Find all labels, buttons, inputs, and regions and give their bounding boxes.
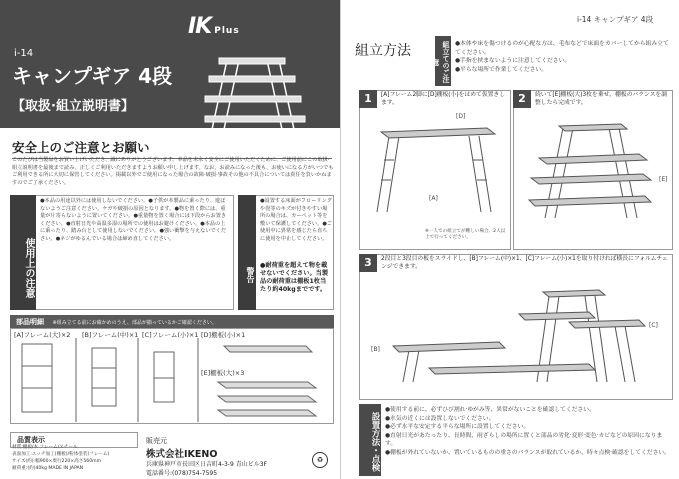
step-3-number: 3	[359, 254, 377, 272]
install-note: ●使用する前に、必ずひび割れ·ゆがみ等、異常がないことを確認してください。	[385, 407, 595, 413]
step-2-number: 2	[513, 90, 531, 108]
step-1-drawing	[371, 120, 501, 220]
step-1-note: ※一人での組立てが難しい場合、2人以上で行ってください。	[425, 229, 506, 240]
seller-tel: 電話番号:(078)754-7595	[146, 470, 218, 477]
install-note: ●直射日光があたったり、長時間、雨ざらしの場所に置くと部品の劣化·変形·変色·カビなどの原因になります。	[385, 432, 663, 447]
part-c-label: [C]フレーム(小)×1	[142, 331, 199, 339]
spec-list	[12, 444, 138, 472]
right-page	[340, 0, 679, 479]
install-note: ●必ず水平な安定する平らな場所に設置してください。	[385, 424, 530, 430]
usage-caution-label: 使用上の注意	[10, 195, 36, 310]
install-notes	[385, 406, 673, 457]
install-note: ●棚板が外れていないか、置いているものの重さのバランスが取れているか、時々点検·確認をしてください。	[385, 449, 670, 456]
spec-line: 耐荷重:(約)40kg MADE IN JAPAN	[12, 466, 84, 471]
assembly-note: ●平らな場所で作業してください。	[455, 66, 548, 73]
warning-label: 警告	[238, 195, 256, 310]
part-e-label: [E]棚板(大)×3	[201, 369, 245, 377]
step-1-number: 1	[359, 90, 377, 108]
warning-text: ●設置する床面がフローリングや畳等のキズが付きやすい場所の場合は、カーペット等を敷いて保護してください。●ご使用中に異常を感じたら直ちに使用を中止してください。	[260, 198, 332, 242]
step-3-label-c: [C]	[649, 322, 658, 329]
model-number: i-14	[14, 48, 34, 59]
install-label: 設置方法・点検	[359, 404, 381, 476]
seller-label: 販売元	[146, 437, 167, 445]
step-3-text: 2段目と3段目の板をスライドし、[B]フレーム(中)×1、[C]フレーム(小)×1を取り付ければ横長にフォルムチェンジできます。	[381, 256, 668, 270]
product-title: キャンプギア 4段	[12, 64, 173, 88]
part-d-label: [D]棚板(小)×1	[201, 331, 246, 339]
step-1-label-a: [A]	[429, 195, 438, 202]
step-3-label-b: [B]	[371, 346, 380, 353]
spec-line: サイズ(約):幅900×奥行220×高さ560mm	[12, 459, 102, 464]
assembly-note: ●手指を挟まないように注意してください。	[455, 58, 571, 64]
parts-heading: 部品明細 ※組み立てる前にお確かめのうえ、部品が揃っているかご確認ください。	[10, 315, 334, 329]
recycle-icon: ♻	[312, 452, 328, 468]
spec-line: 材質:棚板/木 フレーム/スチール	[12, 445, 78, 450]
step-1-text: [A]フレーム2脚に[D]棚板(小)をはめて仮置きします。	[381, 92, 506, 106]
brand-logo: IK Plus	[188, 14, 240, 39]
spec-line: 表面加工:エッチ加工(棚板)/粉体塗装(フレーム)	[12, 452, 110, 457]
safety-intro: このたびは当製品をお買い上げいただき、誠にありがとうございます。本品を末永く安全にご使用いただくために、ご使用前にこの取扱·組立説明書を最後まで読み、正しくご利用いただきますようお願い申し上げます。なお、お読みになった後も、お使いになる方がいつでもご利用できる所に大切に保管してください。掲載以外でご使用になった場合の故障·破損·事故その他の不具合については責任を負いかねますのでご了承ください。	[12, 157, 334, 186]
load-limit-text: ●耐荷重を超えて物を載せないでください。当製品の耐荷重は棚板1枚当たり約40kgまでです。	[260, 262, 329, 293]
spec-heading: 品質表示	[10, 432, 138, 448]
step-2-label-e: [E]	[659, 176, 668, 183]
assembly-heading: 組立方法	[355, 43, 411, 59]
seller-name: 株式会社IKENO	[146, 449, 218, 460]
page-header: i-14 キャンプギア 4段	[577, 15, 654, 24]
safety-heading: 安全上のご注意とお願い	[12, 138, 332, 159]
step-1-label-d: [D]	[456, 113, 466, 120]
install-note: ●水気の近くには設置しないでください。	[385, 415, 495, 422]
part-a-label: [A]フレーム(大)×2	[14, 331, 71, 339]
shelf-illustration	[205, 52, 325, 152]
step-2-text: 続いて[E]棚板(大)3枚を乗せ、棚板のバランスを調整したら完成です。	[535, 92, 667, 106]
assembly-note: ●本体や床を傷つけるのが心配な方は、毛布などで床面をカバーしてから組み立ててください。	[455, 41, 669, 56]
parts-drawings	[12, 338, 332, 422]
usage-caution-text: ●本品の用途以外には使用しないでください。●子供が本製品に乗ったり、遊ばないようご注意ください。ケガや破損の原因となります。●物を置く際には、重量が片寄らないように置いてください。●重量物を置く場合には下段からお置きください。●直射日光や高温多湿の場所での使用はお避けください。●本品の上に乗ったり、踏み台として使用しないでください。●強い衝撃を与えないでください。●ネジがゆるんでいる場合は締め直してください。	[40, 198, 227, 242]
assembly-notes	[455, 40, 673, 74]
manual-subtitle: 【取扱·組立説明書】	[12, 99, 134, 114]
part-b-label: [B]フレーム(中)×1	[82, 331, 139, 339]
seller-address: 兵庫県神戸市長田区日吉町4-3-9 青山ビル3F	[146, 461, 267, 468]
assembly-notes-label: 組立てのご注意	[435, 36, 451, 86]
step-2-drawing	[521, 118, 651, 228]
step-3-drawing	[389, 282, 649, 392]
